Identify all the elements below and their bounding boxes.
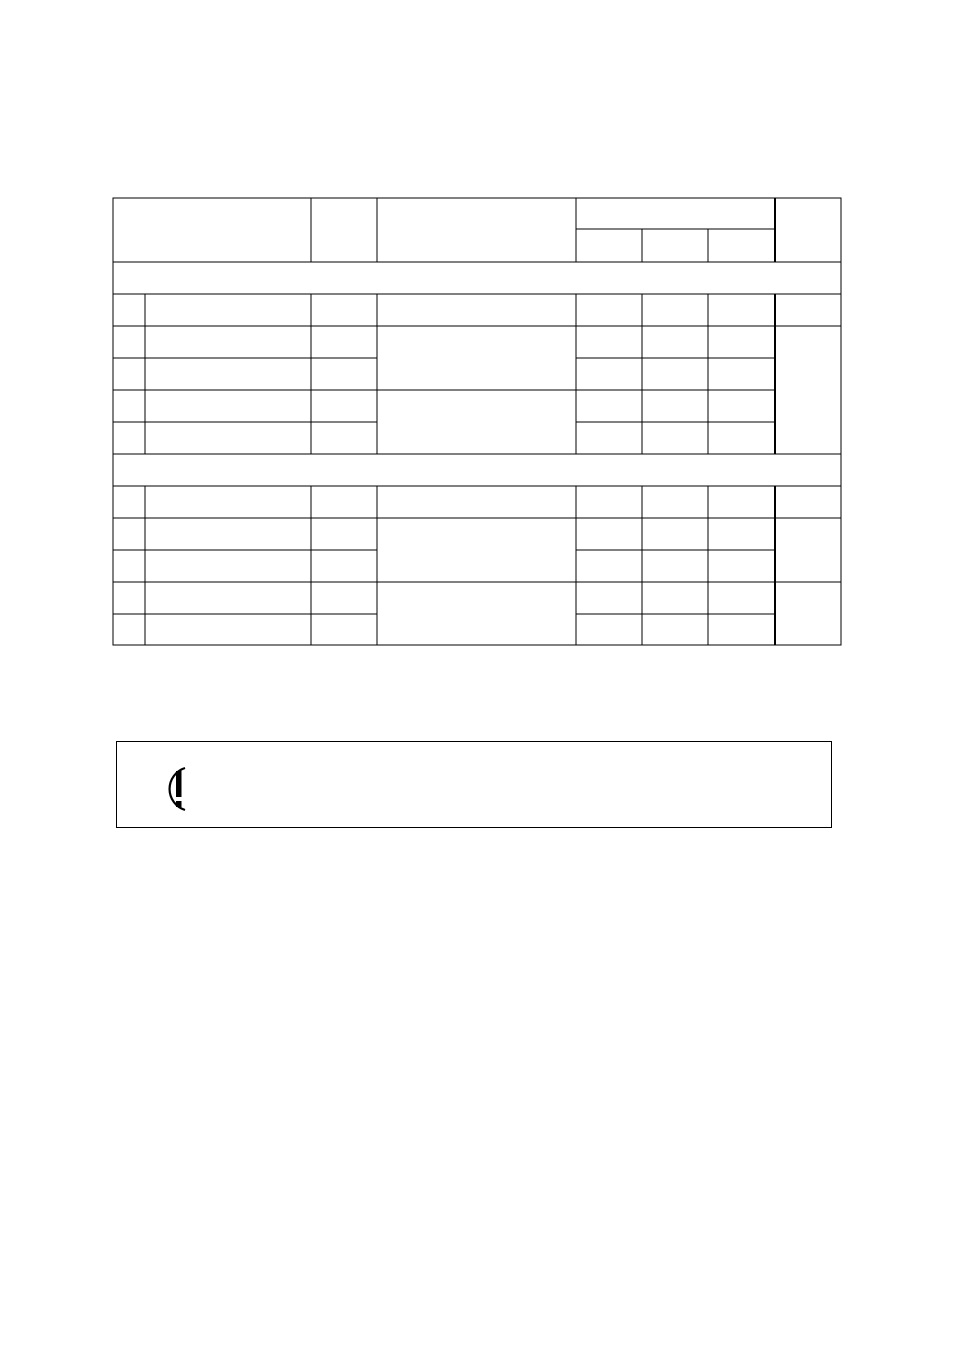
table-section-1 [113, 294, 841, 454]
caution-icon [157, 764, 191, 814]
table-header [113, 198, 841, 262]
caution-note [116, 741, 832, 828]
caution-icon-dot [176, 801, 182, 807]
table-section-2 [113, 486, 841, 645]
table-grid [113, 198, 841, 645]
caution-icon-bar [176, 771, 182, 797]
